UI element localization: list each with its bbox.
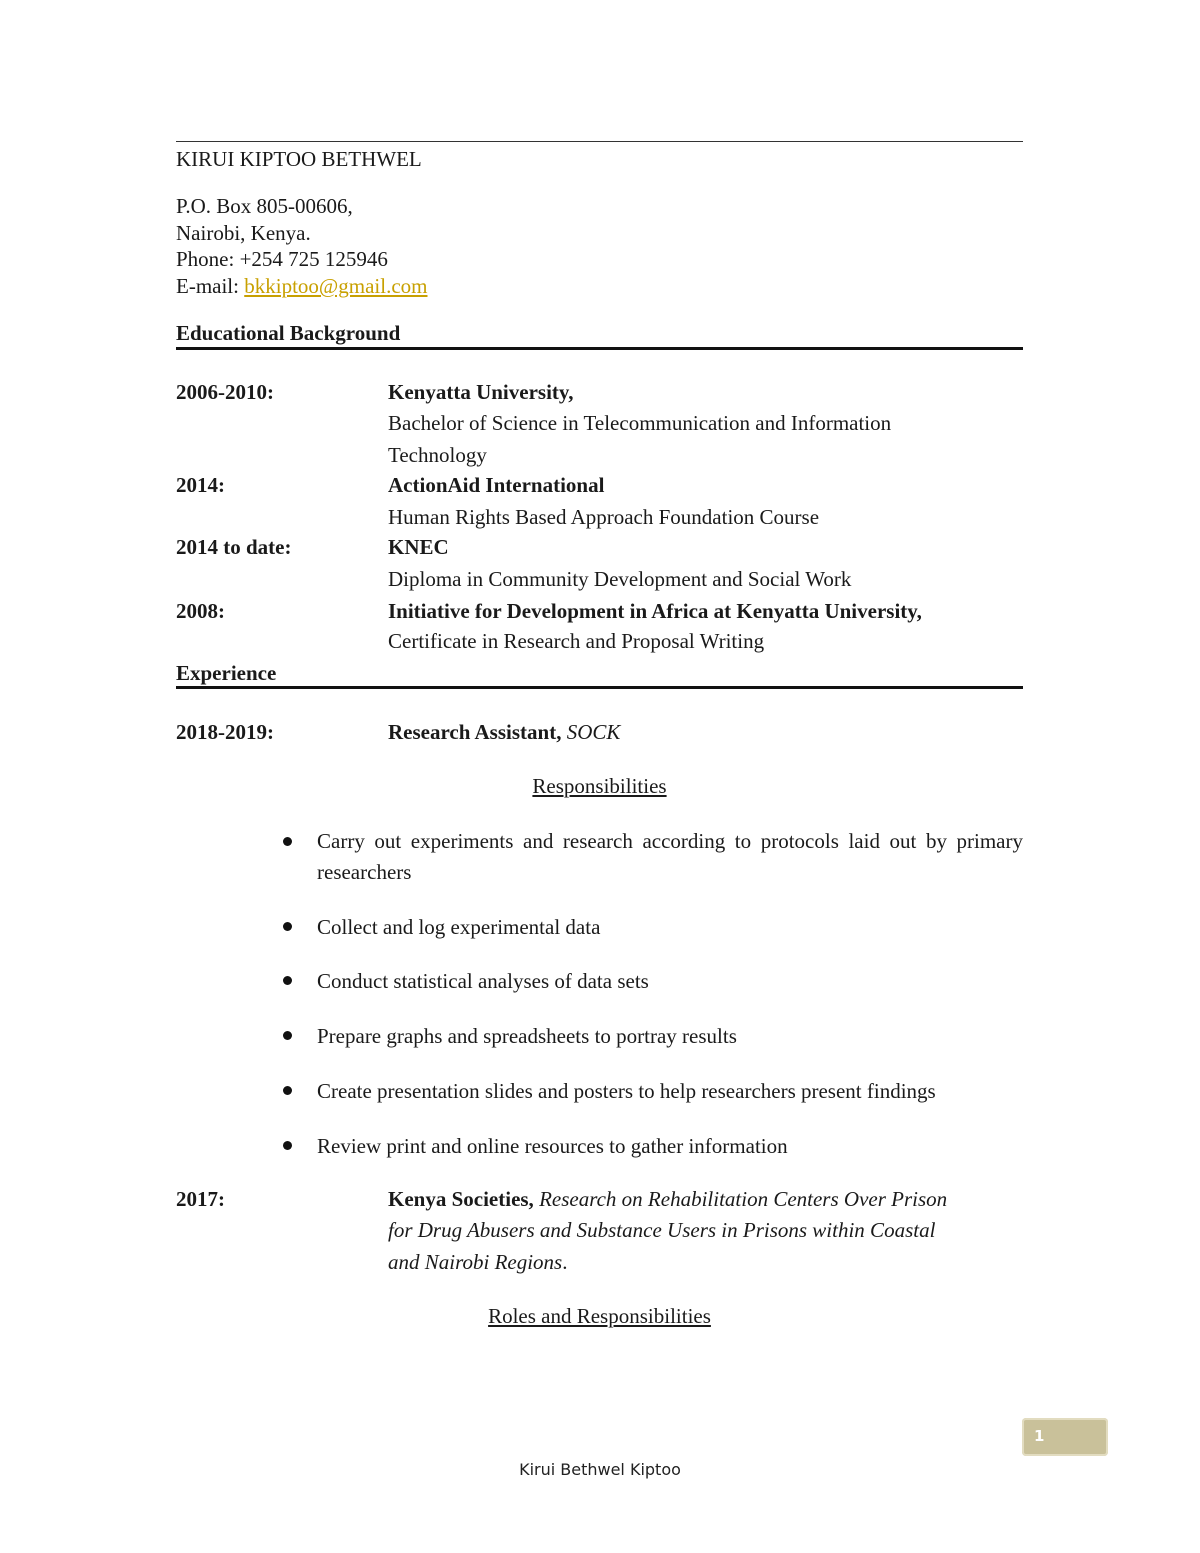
- edu-institution: ActionAid International: [388, 473, 605, 497]
- top-rule: [176, 141, 1023, 142]
- bullet-dot: [283, 1141, 292, 1150]
- bullet-item: Prepare graphs and spreadsheets to portray results: [317, 1024, 737, 1048]
- address-line-1: P.O. Box 805-00606,: [176, 194, 353, 218]
- education-heading: Educational Background: [176, 321, 401, 345]
- roles-heading-text: Roles and Responsibilities: [488, 1304, 711, 1328]
- edu-institution: Initiative for Development in Africa at Kenyatta University,: [388, 599, 922, 623]
- bullet-item: Create presentation slides and posters to help researchers present findings: [317, 1079, 936, 1103]
- bullet-item: Review print and online resources to gather information: [317, 1134, 788, 1158]
- candidate-name: KIRUI KIPTOO BETHWEL: [176, 147, 422, 171]
- bullet-dot: [283, 837, 292, 846]
- bullet-dot: [283, 1031, 292, 1040]
- roles-heading: [176, 1303, 1023, 1330]
- edu-date: 2006-2010:: [176, 380, 274, 404]
- job-description: and Nairobi Regions: [388, 1250, 563, 1274]
- phone: Phone: +254 725 125946: [176, 247, 388, 271]
- job-org: Kenya Societies,: [388, 1187, 540, 1211]
- job-description: Research on Rehabilitation Centers Over Prison: [539, 1187, 948, 1211]
- edu-detail: Diploma in Community Development and Social Work: [388, 567, 852, 591]
- job2-line-1: [388, 1186, 947, 1213]
- edu-detail: Bachelor of Science in Telecommunication and Information: [388, 411, 892, 435]
- email-link[interactable]: bkkiptoo@gmail.com: [244, 274, 428, 298]
- edu-detail: Certificate in Research and Proposal Writing: [388, 629, 765, 653]
- responsibilities-heading: [176, 773, 1023, 800]
- bullet-item: Collect and log experimental data: [317, 915, 601, 939]
- job-date: 2018-2019:: [176, 720, 274, 744]
- job-title-line: [388, 719, 620, 746]
- job2-line-3: [388, 1249, 567, 1276]
- job-title: Research Assistant,: [388, 720, 567, 744]
- education-rule: [176, 347, 1023, 350]
- edu-detail: Technology: [388, 443, 487, 467]
- email-line: [176, 273, 427, 300]
- job-description: for Drug Abusers and Substance Users in Prisons within Coastal: [388, 1218, 936, 1242]
- edu-date: 2014:: [176, 473, 225, 497]
- edu-date: 2008:: [176, 599, 225, 623]
- page-number: 1: [1034, 1427, 1045, 1445]
- page-number-box: [1022, 1418, 1108, 1456]
- experience-rule: [176, 686, 1023, 689]
- edu-detail: Human Rights Based Approach Foundation Course: [388, 505, 820, 529]
- bullet-dot: [283, 1086, 292, 1095]
- bullet-dot: [283, 922, 292, 931]
- job-org: SOCK: [566, 720, 621, 744]
- edu-institution: KNEC: [388, 535, 449, 559]
- bullet-item: Carry out experiments and research according to protocols laid out by primary researchers: [317, 829, 1023, 884]
- responsibilities-heading-text: Responsibilities: [532, 774, 667, 798]
- bullet-dot: [283, 976, 292, 985]
- job-date: 2017:: [176, 1187, 225, 1211]
- footer-author: Kirui Bethwel Kiptoo: [519, 1460, 681, 1479]
- address-line-2: Nairobi, Kenya.: [176, 221, 311, 245]
- bullet-item: Conduct statistical analyses of data sets: [317, 969, 649, 993]
- job-description-end: .: [562, 1250, 568, 1274]
- edu-institution: Kenyatta University,: [388, 380, 574, 404]
- experience-heading: Experience: [176, 661, 277, 685]
- email-label: E-mail:: [176, 274, 245, 298]
- edu-date: 2014 to date:: [176, 535, 292, 559]
